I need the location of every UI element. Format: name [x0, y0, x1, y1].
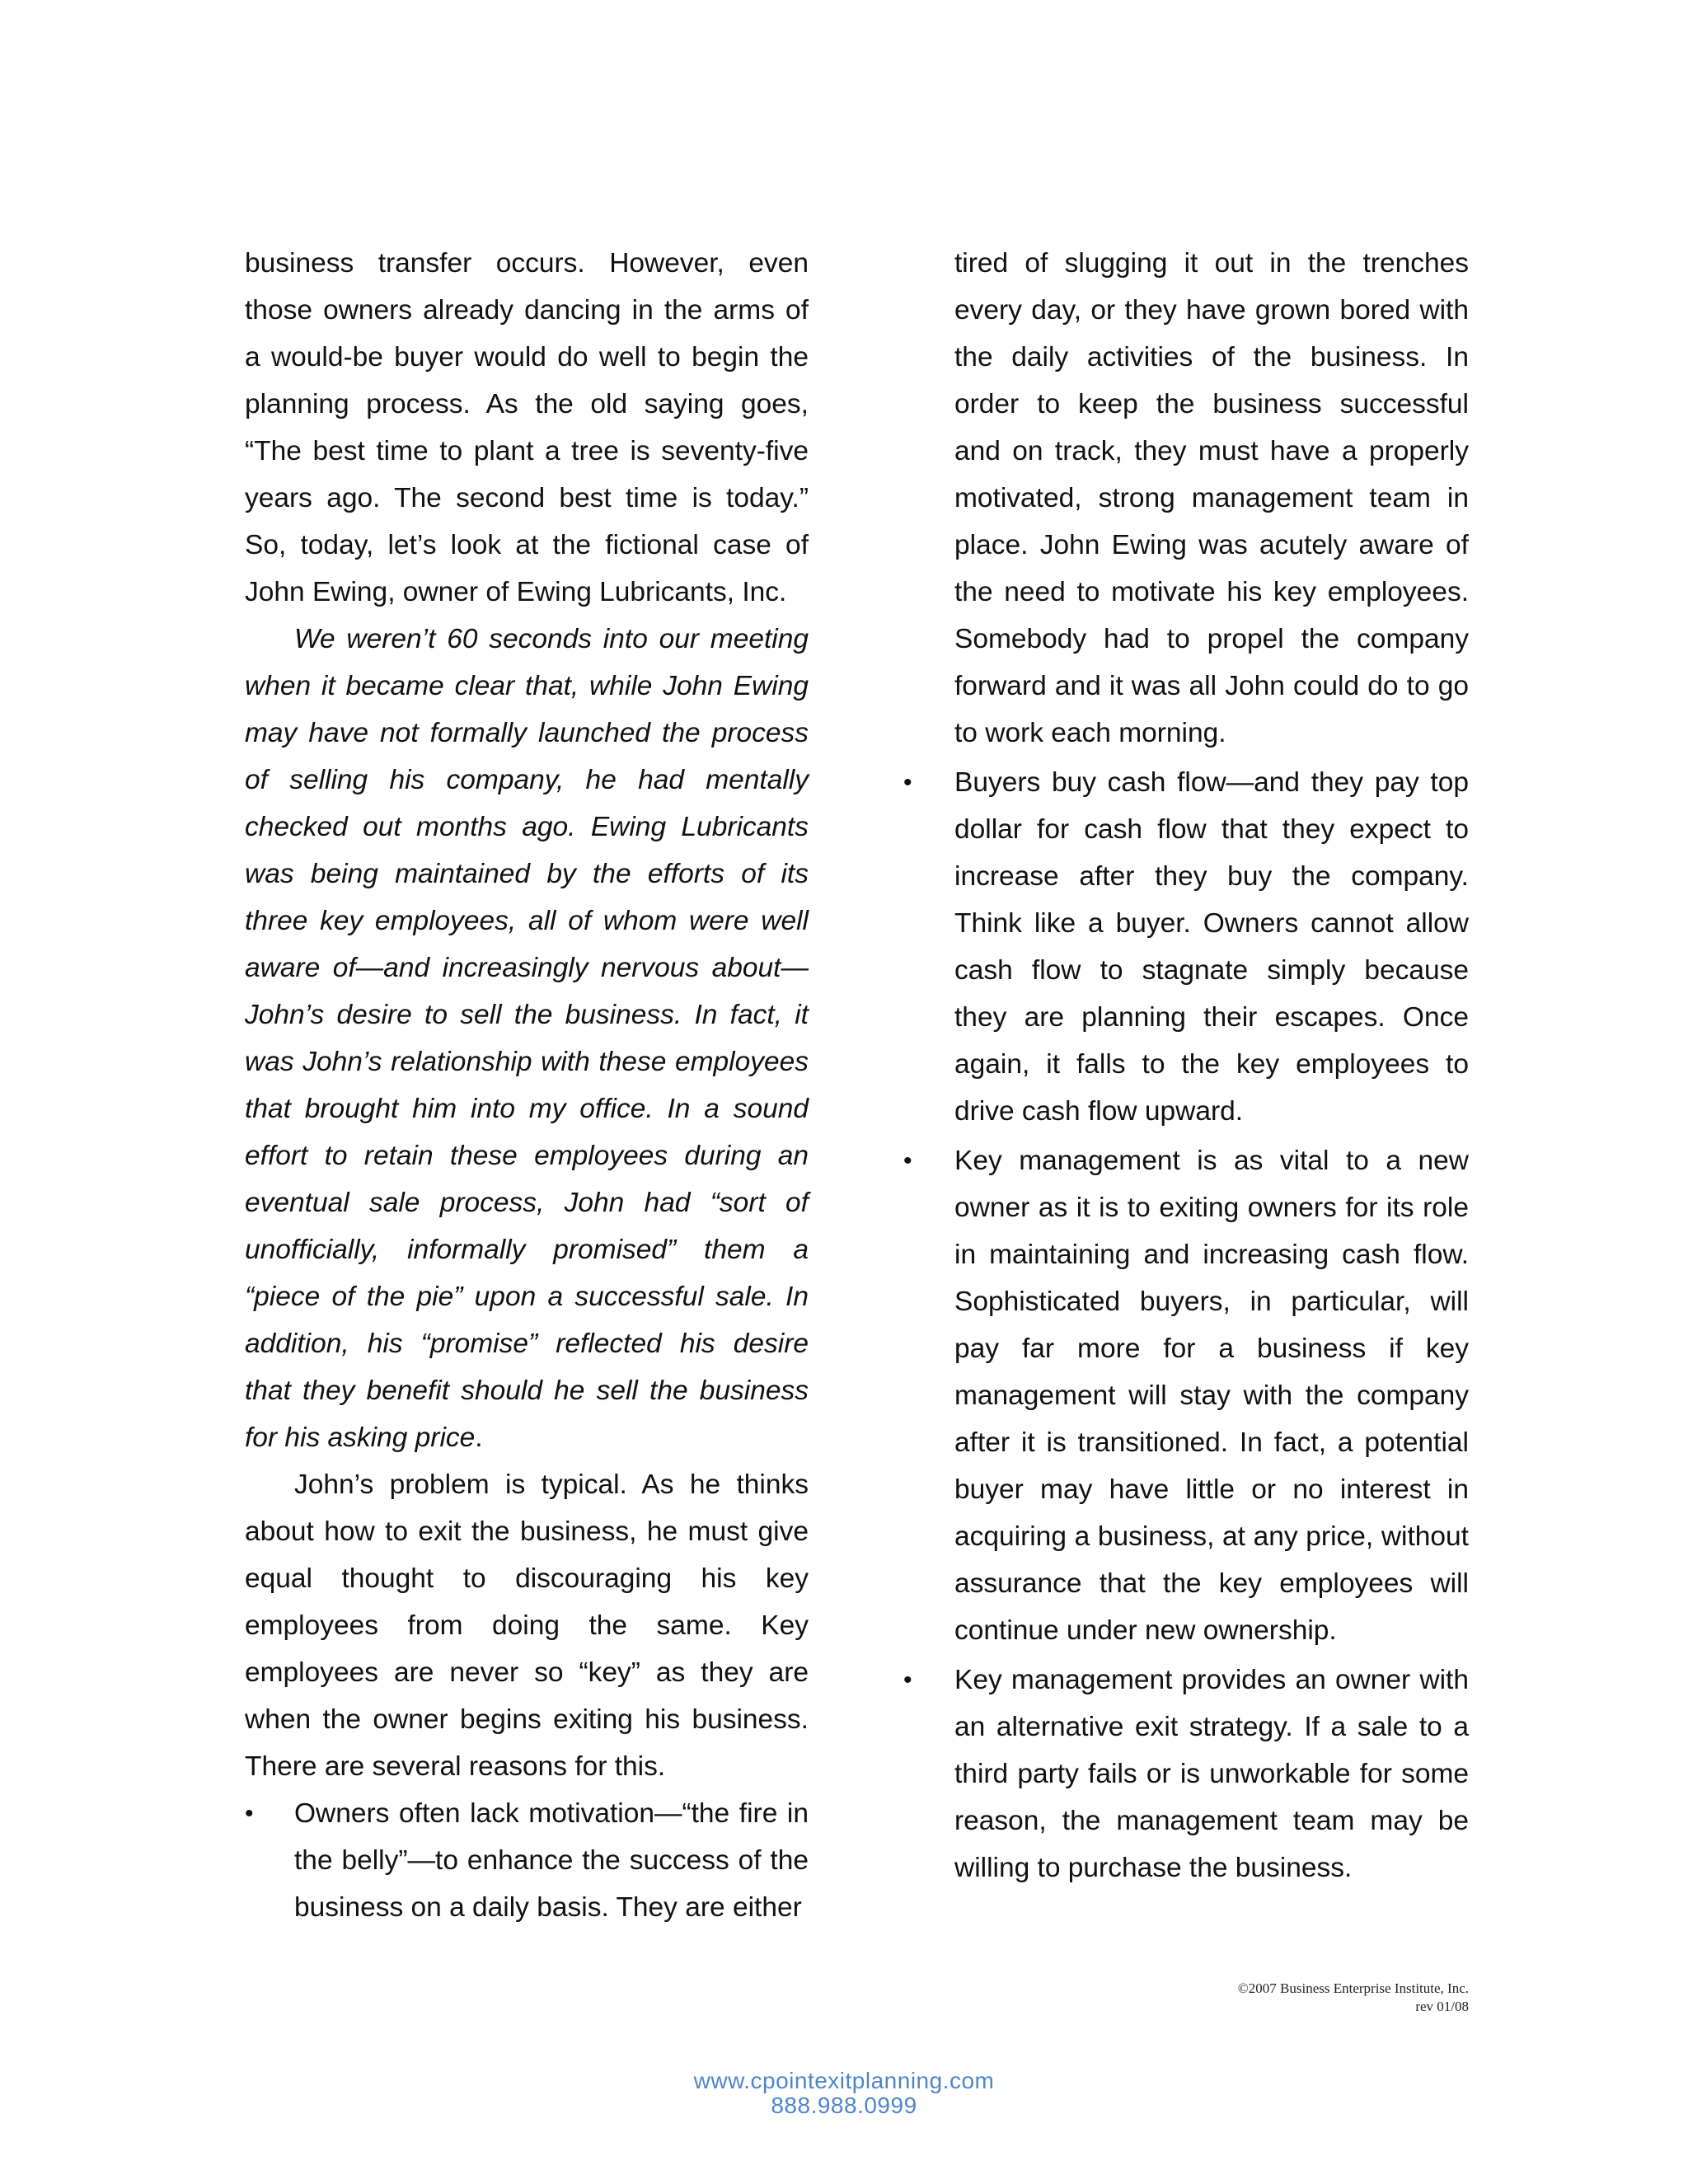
list-item-text: Key management provides an owner with an alternative exit strategy. If a sale to a third party fails or is unworkable for some reason, the management team may be willing to purchase the business. [954, 1665, 1469, 1883]
bullet-icon: • [245, 1800, 254, 1827]
reasons-list [903, 759, 1469, 1891]
list-item-text: Buyers buy cash flow—and they pay top dollar for cash flow that they expect to increase after they buy the company. Think like a buyer. Owners cannot allow cash flow to stagnate simply because they are planning their escapes. Once again, it falls to the key employees to drive cash flow upward. [954, 767, 1469, 1127]
footer [0, 2069, 1688, 2118]
list-item-text: Owners often lack motivation—“the fire in the belly”—to enhance the success of the business on a daily basis. They are either [294, 1798, 809, 1923]
bullet-continuation-paragraph: tired of slugging it out in the trenches every day, or they have grown bored with the daily activities of the business. In order to keep the business successful and on track, they must have a properly motivated, strong management team in place. John Ewing was acutely aware of the need to motivate his key employees. Somebody had to propel the company forward and it was all John could do to go to work each morning. [954, 248, 1469, 748]
list-item [245, 1790, 809, 1931]
problem-paragraph: John’s problem is typical. As he thinks about how to exit the business, he must give equal thought to discouraging his key employees from doing the same. Key employees are never so “key” as they are when the owner begins exiting his business. There are several reasons for this. [245, 1469, 809, 1782]
case-story-italic-text: We weren’t 60 seconds into our meeting when it became clear that, while John Ewing may have not formally launched the process of selling his company, he had mentally checked out months ago. Ewing Lubricants was being maintained by the efforts of its three key employees, all of whom were well aware of—and increasingly nervous about—John’s desire to sell the business. In fact, it was John’s relationship with these employees that brought him into my office. In a sound effort to retain these employees during an eventual sale process, John had “sort of unofficially, informally promised” them a “piece of the pie” upon a successful sale. In addition, his “promise” reflected his desire that they benefit should he sell the business for his asking price [245, 624, 809, 1453]
list-item [903, 1657, 1469, 1891]
list-item [903, 759, 1469, 1135]
bullet-icon: • [903, 1666, 912, 1694]
phone-number: 888.988.0999 [771, 2093, 917, 2118]
website-link[interactable]: www.cpointexitplanning.com [693, 2068, 995, 2093]
bullet-icon: • [903, 769, 912, 796]
list-item [903, 1137, 1469, 1654]
reasons-list-start [245, 1790, 809, 1931]
case-story-paragraph [245, 616, 809, 1461]
revision-line: rev 01/08 [1415, 1999, 1469, 2014]
list-item-text: Key management is as vital to a new owner as it is to exiting owners for its role in maintaining and increasing cash flow. Sophisticated buyers, in particular, will pay far more for a business if key management will stay with the company after it is transitioned. In fact, a potential buyer may have little or no interest in acquiring a business, at any price, without assurance that the key employees will continue under new ownership. [954, 1146, 1469, 1646]
bullet-icon: • [903, 1147, 912, 1174]
copyright-line: ©2007 Business Enterprise Institute, Inc. [1237, 1980, 1469, 1996]
case-story-period: . [475, 1422, 483, 1453]
intro-paragraph: business transfer occurs. However, even those owners already dancing in the arms of a would-be buyer would do well to begin the planning process. As the old saying goes, “The best time to plant a tree is seventy-five years ago. The second best time is today.” So, today, let’s look at the fictional case of John Ewing, owner of Ewing Lubricants, Inc. [245, 248, 809, 607]
left-column [245, 240, 809, 1931]
copyright-notice [1238, 1980, 1469, 2016]
right-column [903, 240, 1469, 1891]
